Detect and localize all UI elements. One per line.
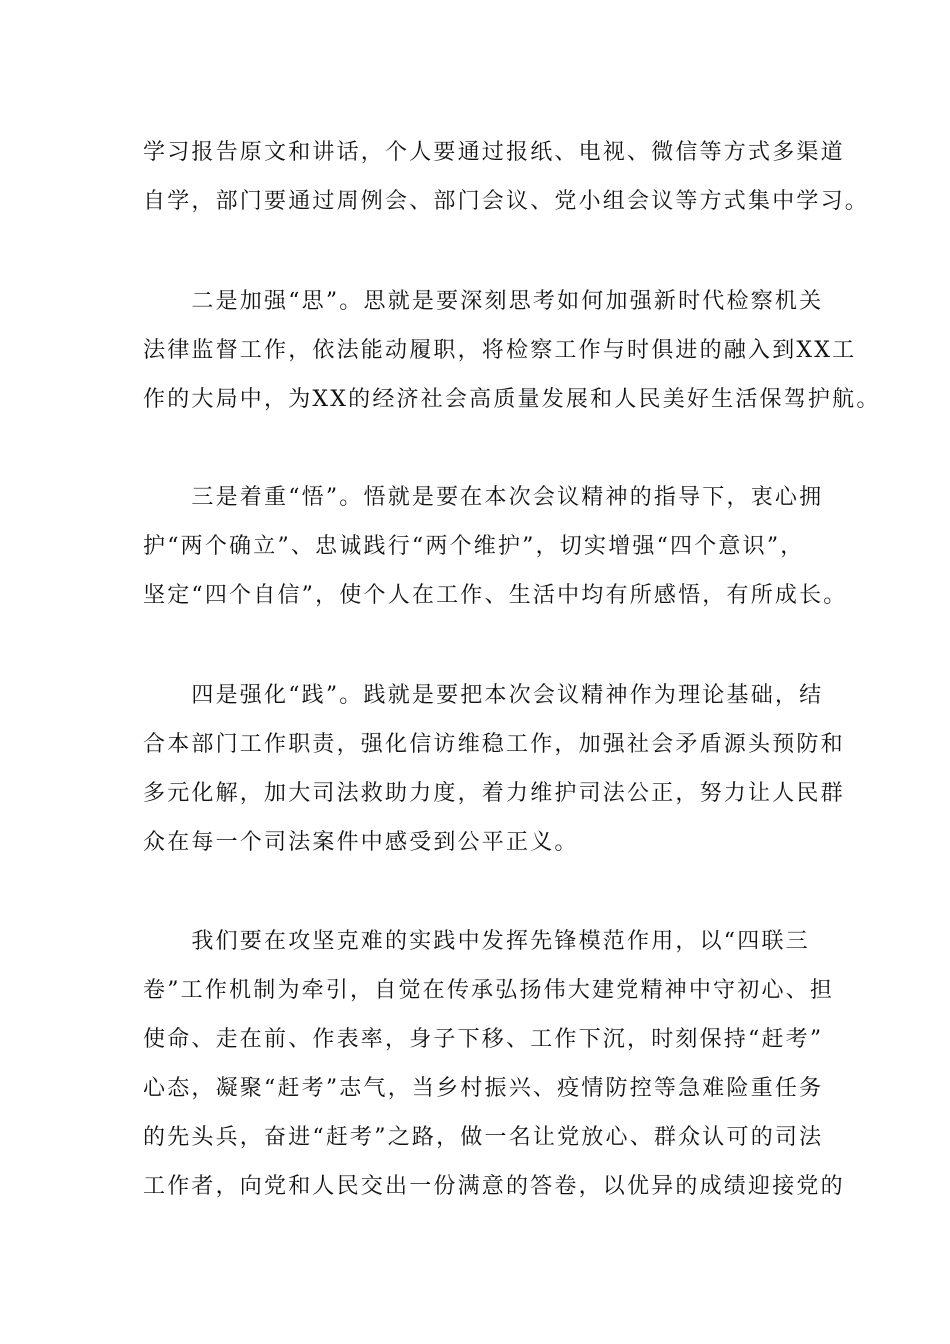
- text-line: 法律监督工作，依法能动履职，将检察工作与时俱进的融入到XX工: [143, 338, 857, 363]
- text-line: 的先头兵，奋进“赶考”之路，做一名让党放心、群众认可的司法: [143, 1125, 824, 1150]
- paragraph-realize: [143, 473, 848, 620]
- text-line: 学习报告原文和讲话，个人要通过报纸、电视、微信等方式多渠道: [143, 140, 845, 165]
- text-line: 众在每一个司法案件中感受到公平正义。: [143, 830, 579, 855]
- text-line: 作的大局中，为XX的经济社会高质量发展和人民美好生活保驾护航。: [143, 387, 881, 412]
- paragraph-study: [143, 128, 870, 226]
- text-line: 三是着重“悟”。悟就是要在本次会议精神的指导下，衷心拥: [143, 485, 824, 510]
- text-line: 自学，部门要通过周例会、部门会议、党小组会议等方式集中学习。: [143, 189, 870, 214]
- text-line: 心态，凝聚“赶考”志气，当乡村振兴、疫情防控等急难险重任务: [143, 1076, 824, 1101]
- paragraph-vanguard: [143, 917, 845, 1211]
- text-line: 护“两个确立”、忠诚践行“两个维护”，切实增强“四个意识”，: [143, 534, 805, 559]
- text-line: 合本部门工作职责，强化信访维稳工作，加强社会矛盾源头预防和: [143, 732, 845, 757]
- text-line: 工作者，向党和人民交出一份满意的答卷，以优异的成绩迎接党的: [143, 1174, 845, 1199]
- text-line: 使命、走在前、作表率，身子下移、工作下沉，时刻保持“赶考”: [143, 1027, 824, 1052]
- paragraph-practice: [143, 671, 845, 867]
- text-line: 多元化解，加大司法救助力度，着力维护司法公正，努力让人民群: [143, 781, 845, 806]
- text-line: 四是强化“践”。践就是要把本次会议精神作为理论基础，结: [143, 683, 824, 708]
- text-line: 坚定“四个自信”，使个人在工作、生活中均有所感悟，有所成长。: [143, 583, 848, 608]
- text-line: 我们要在攻坚克难的实践中发挥先锋模范作用，以“四联三: [143, 929, 810, 954]
- paragraph-think: [143, 277, 881, 424]
- text-line: 卷”工作机制为牵引，自觉在传承弘扬伟大建党精神中守初心、担: [143, 978, 835, 1003]
- text-line: 二是加强“思”。思就是要深刻思考如何加强新时代检察机关: [143, 289, 824, 314]
